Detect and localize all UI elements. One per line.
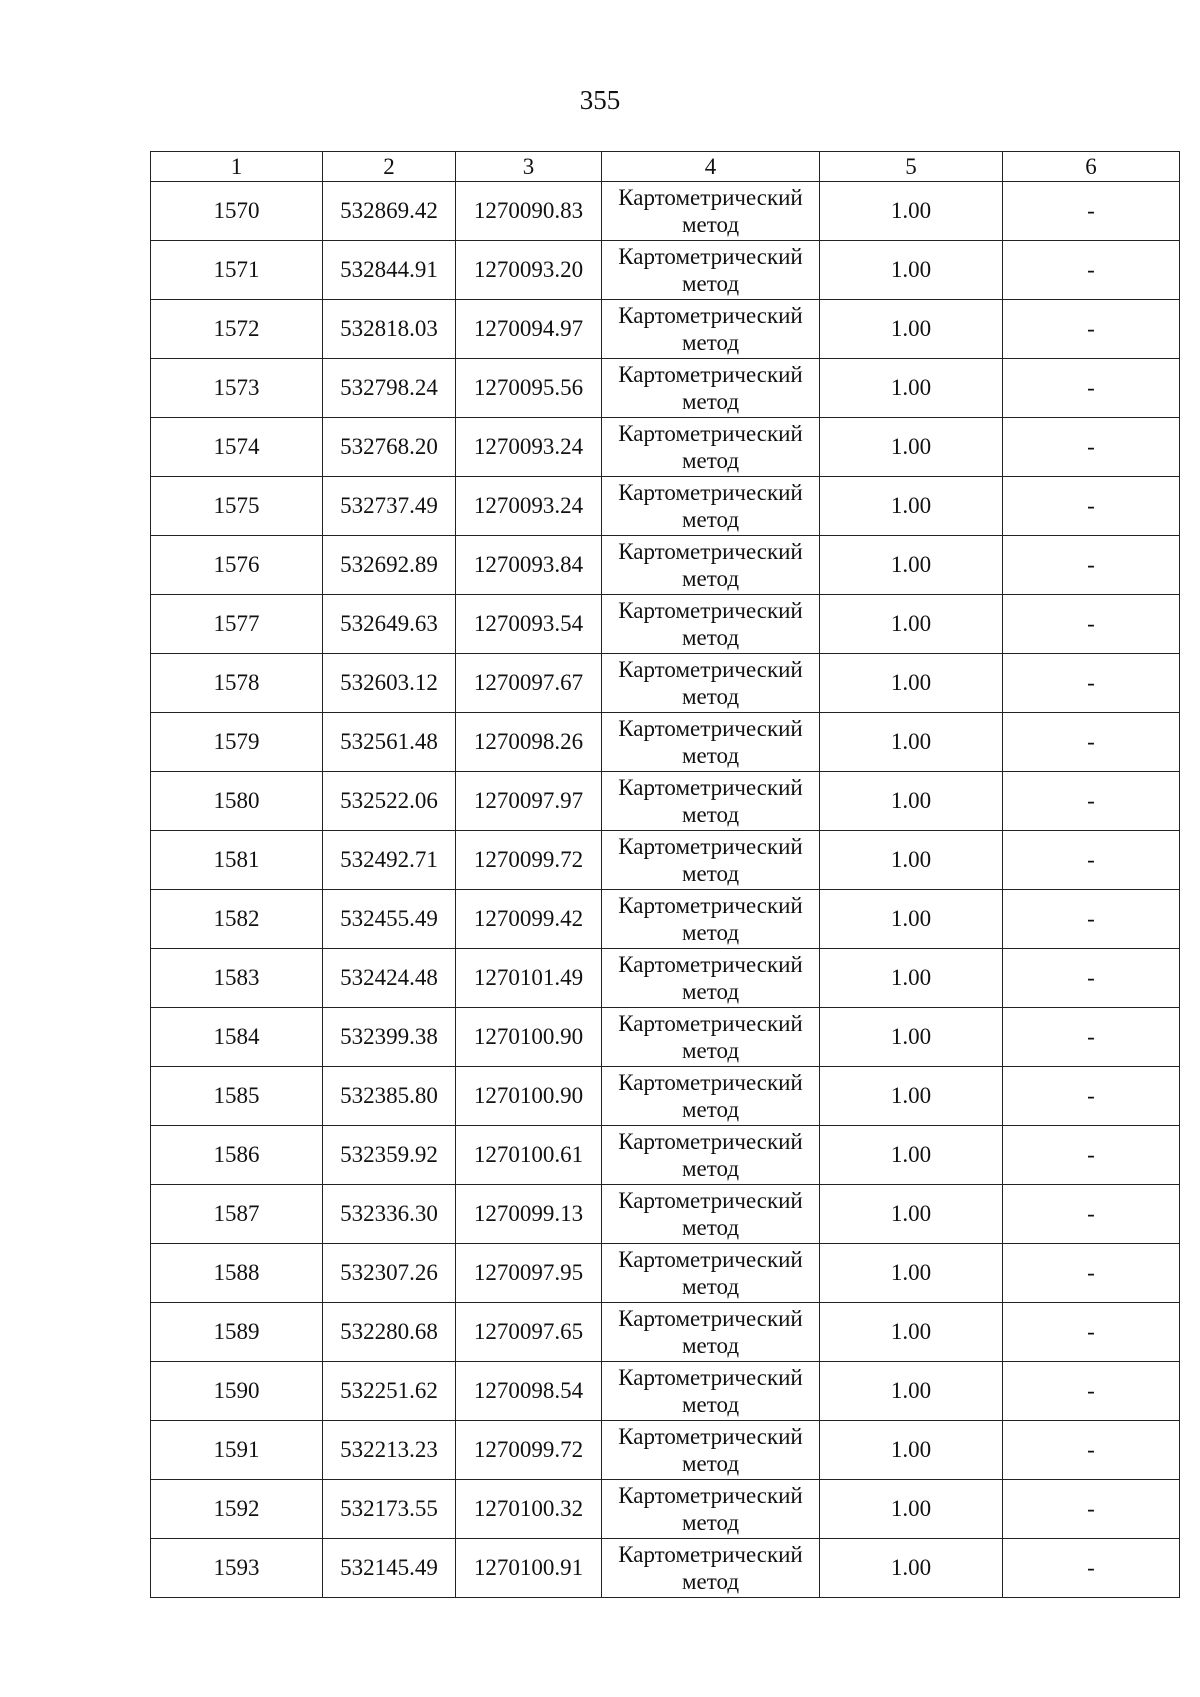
method-line-2: метод: [681, 1392, 740, 1417]
table-row: [151, 949, 1180, 1008]
note-cell: -: [1003, 949, 1180, 1008]
accuracy-cell: 1.00: [820, 1362, 1003, 1421]
x-coordinate-cell: 532307.26: [323, 1244, 456, 1303]
method-cell: [602, 241, 820, 300]
y-coordinate-cell: 1270099.72: [456, 831, 602, 890]
point-number-cell: 1592: [151, 1480, 323, 1539]
table-row: [151, 359, 1180, 418]
y-coordinate-cell: 1270093.84: [456, 536, 602, 595]
accuracy-cell: 1.00: [820, 713, 1003, 772]
note-cell: -: [1003, 831, 1180, 890]
method-line-1: Картометрический: [618, 598, 803, 623]
accuracy-cell: 1.00: [820, 182, 1003, 241]
method-line-2: метод: [681, 1510, 740, 1535]
y-coordinate-cell: 1270097.95: [456, 1244, 602, 1303]
method-line-2: метод: [681, 861, 740, 886]
x-coordinate-cell: 532522.06: [323, 772, 456, 831]
method-line-2: метод: [681, 684, 740, 709]
accuracy-cell: 1.00: [820, 241, 1003, 300]
method-cell: [602, 831, 820, 890]
column-header-2: 2: [323, 152, 456, 182]
method-line-2: метод: [681, 330, 740, 355]
y-coordinate-cell: 1270095.56: [456, 359, 602, 418]
accuracy-cell: 1.00: [820, 300, 1003, 359]
x-coordinate-cell: 532768.20: [323, 418, 456, 477]
method-line-2: метод: [681, 1038, 740, 1063]
method-line-2: метод: [681, 507, 740, 532]
accuracy-cell: 1.00: [820, 890, 1003, 949]
y-coordinate-cell: 1270099.72: [456, 1421, 602, 1480]
method-cell: [602, 300, 820, 359]
method-line-1: Картометрический: [618, 657, 803, 682]
method-cell: [602, 713, 820, 772]
table-row: [151, 300, 1180, 359]
method-line-1: Картометрический: [618, 1188, 803, 1213]
accuracy-cell: 1.00: [820, 772, 1003, 831]
y-coordinate-cell: 1270097.97: [456, 772, 602, 831]
method-cell: [602, 536, 820, 595]
x-coordinate-cell: 532649.63: [323, 595, 456, 654]
point-number-cell: 1576: [151, 536, 323, 595]
note-cell: -: [1003, 477, 1180, 536]
note-cell: -: [1003, 182, 1180, 241]
table-row: [151, 477, 1180, 536]
method-line-1: Картометрический: [618, 1542, 803, 1567]
table-row: [151, 1303, 1180, 1362]
method-cell: [602, 890, 820, 949]
method-cell: [602, 1126, 820, 1185]
y-coordinate-cell: 1270100.90: [456, 1067, 602, 1126]
note-cell: -: [1003, 1539, 1180, 1598]
x-coordinate-cell: 532213.23: [323, 1421, 456, 1480]
accuracy-cell: 1.00: [820, 536, 1003, 595]
note-cell: -: [1003, 595, 1180, 654]
x-coordinate-cell: 532455.49: [323, 890, 456, 949]
x-coordinate-cell: 532336.30: [323, 1185, 456, 1244]
point-number-cell: 1587: [151, 1185, 323, 1244]
method-line-1: Картометрический: [618, 1365, 803, 1390]
note-cell: -: [1003, 890, 1180, 949]
method-cell: [602, 595, 820, 654]
table-row: [151, 1362, 1180, 1421]
point-number-cell: 1583: [151, 949, 323, 1008]
point-number-cell: 1590: [151, 1362, 323, 1421]
method-line-2: метод: [681, 566, 740, 591]
x-coordinate-cell: 532280.68: [323, 1303, 456, 1362]
column-header-5: 5: [820, 152, 1003, 182]
table-row: [151, 595, 1180, 654]
method-line-1: Картометрический: [618, 716, 803, 741]
method-line-2: метод: [681, 979, 740, 1004]
method-line-1: Картометрический: [618, 893, 803, 918]
method-cell: [602, 182, 820, 241]
table-row: [151, 890, 1180, 949]
note-cell: -: [1003, 359, 1180, 418]
accuracy-cell: 1.00: [820, 418, 1003, 477]
point-number-cell: 1591: [151, 1421, 323, 1480]
method-line-1: Картометрический: [618, 539, 803, 564]
point-number-cell: 1570: [151, 182, 323, 241]
table-row: [151, 713, 1180, 772]
note-cell: -: [1003, 1303, 1180, 1362]
point-number-cell: 1580: [151, 772, 323, 831]
x-coordinate-cell: 532844.91: [323, 241, 456, 300]
y-coordinate-cell: 1270101.49: [456, 949, 602, 1008]
x-coordinate-cell: 532798.24: [323, 359, 456, 418]
method-line-2: метод: [681, 271, 740, 296]
coordinates-table: [150, 151, 1180, 1598]
method-cell: [602, 1244, 820, 1303]
x-coordinate-cell: 532818.03: [323, 300, 456, 359]
y-coordinate-cell: 1270093.24: [456, 418, 602, 477]
method-line-1: Картометрический: [618, 1011, 803, 1036]
header-row: [151, 152, 1180, 182]
accuracy-cell: 1.00: [820, 359, 1003, 418]
table-body: [151, 152, 1180, 1598]
accuracy-cell: 1.00: [820, 654, 1003, 713]
method-cell: [602, 1421, 820, 1480]
method-line-2: метод: [681, 1333, 740, 1358]
x-coordinate-cell: 532385.80: [323, 1067, 456, 1126]
method-line-2: метод: [681, 389, 740, 414]
table-row: [151, 772, 1180, 831]
note-cell: -: [1003, 1008, 1180, 1067]
note-cell: -: [1003, 1067, 1180, 1126]
method-cell: [602, 772, 820, 831]
method-cell: [602, 477, 820, 536]
x-coordinate-cell: 532869.42: [323, 182, 456, 241]
table-row: [151, 1480, 1180, 1539]
table-row: [151, 1008, 1180, 1067]
method-cell: [602, 1185, 820, 1244]
point-number-cell: 1581: [151, 831, 323, 890]
method-line-1: Картометрический: [618, 1129, 803, 1154]
table-row: [151, 1244, 1180, 1303]
table-row: [151, 831, 1180, 890]
point-number-cell: 1593: [151, 1539, 323, 1598]
x-coordinate-cell: 532692.89: [323, 536, 456, 595]
method-line-1: Картометрический: [618, 1247, 803, 1272]
table-row: [151, 241, 1180, 300]
method-cell: [602, 654, 820, 713]
note-cell: -: [1003, 536, 1180, 595]
note-cell: -: [1003, 1362, 1180, 1421]
method-cell: [602, 1067, 820, 1126]
method-line-1: Картометрический: [618, 480, 803, 505]
accuracy-cell: 1.00: [820, 595, 1003, 654]
table-row: [151, 418, 1180, 477]
y-coordinate-cell: 1270093.20: [456, 241, 602, 300]
point-number-cell: 1578: [151, 654, 323, 713]
point-number-cell: 1574: [151, 418, 323, 477]
x-coordinate-cell: 532424.48: [323, 949, 456, 1008]
method-line-2: метод: [681, 802, 740, 827]
method-line-2: метод: [681, 1274, 740, 1299]
table-row: [151, 1067, 1180, 1126]
method-cell: [602, 1303, 820, 1362]
note-cell: -: [1003, 1185, 1180, 1244]
y-coordinate-cell: 1270093.24: [456, 477, 602, 536]
point-number-cell: 1584: [151, 1008, 323, 1067]
point-number-cell: 1573: [151, 359, 323, 418]
y-coordinate-cell: 1270100.91: [456, 1539, 602, 1598]
method-cell: [602, 1539, 820, 1598]
x-coordinate-cell: 532145.49: [323, 1539, 456, 1598]
y-coordinate-cell: 1270100.90: [456, 1008, 602, 1067]
y-coordinate-cell: 1270098.54: [456, 1362, 602, 1421]
method-line-1: Картометрический: [618, 362, 803, 387]
note-cell: -: [1003, 654, 1180, 713]
method-line-2: метод: [681, 1451, 740, 1476]
method-cell: [602, 1362, 820, 1421]
method-line-1: Картометрический: [618, 834, 803, 859]
method-line-2: метод: [681, 1156, 740, 1181]
note-cell: -: [1003, 241, 1180, 300]
note-cell: -: [1003, 772, 1180, 831]
table-row: [151, 182, 1180, 241]
accuracy-cell: 1.00: [820, 1244, 1003, 1303]
method-line-1: Картометрический: [618, 1306, 803, 1331]
accuracy-cell: 1.00: [820, 1008, 1003, 1067]
method-line-1: Картометрический: [618, 244, 803, 269]
point-number-cell: 1577: [151, 595, 323, 654]
column-header-3: 3: [456, 152, 602, 182]
x-coordinate-cell: 532561.48: [323, 713, 456, 772]
method-line-2: метод: [681, 1215, 740, 1240]
note-cell: -: [1003, 1480, 1180, 1539]
note-cell: -: [1003, 1126, 1180, 1185]
point-number-cell: 1571: [151, 241, 323, 300]
method-line-1: Картометрический: [618, 1483, 803, 1508]
table-row: [151, 654, 1180, 713]
x-coordinate-cell: 532251.62: [323, 1362, 456, 1421]
y-coordinate-cell: 1270100.61: [456, 1126, 602, 1185]
method-line-2: метод: [681, 1569, 740, 1594]
x-coordinate-cell: 532603.12: [323, 654, 456, 713]
point-number-cell: 1579: [151, 713, 323, 772]
note-cell: -: [1003, 1244, 1180, 1303]
y-coordinate-cell: 1270094.97: [456, 300, 602, 359]
accuracy-cell: 1.00: [820, 1067, 1003, 1126]
x-coordinate-cell: 532359.92: [323, 1126, 456, 1185]
x-coordinate-cell: 532399.38: [323, 1008, 456, 1067]
accuracy-cell: 1.00: [820, 1126, 1003, 1185]
column-header-4: 4: [602, 152, 820, 182]
method-line-1: Картометрический: [618, 775, 803, 800]
method-line-2: метод: [681, 448, 740, 473]
method-cell: [602, 418, 820, 477]
table-row: [151, 1539, 1180, 1598]
method-line-2: метод: [681, 625, 740, 650]
method-line-1: Картометрический: [618, 1070, 803, 1095]
y-coordinate-cell: 1270093.54: [456, 595, 602, 654]
y-coordinate-cell: 1270097.65: [456, 1303, 602, 1362]
method-line-1: Картометрический: [618, 185, 803, 210]
point-number-cell: 1586: [151, 1126, 323, 1185]
method-line-2: метод: [681, 1097, 740, 1122]
point-number-cell: 1575: [151, 477, 323, 536]
method-line-1: Картометрический: [618, 303, 803, 328]
y-coordinate-cell: 1270090.83: [456, 182, 602, 241]
note-cell: -: [1003, 713, 1180, 772]
method-cell: [602, 359, 820, 418]
method-cell: [602, 949, 820, 1008]
accuracy-cell: 1.00: [820, 1303, 1003, 1362]
accuracy-cell: 1.00: [820, 1539, 1003, 1598]
x-coordinate-cell: 532737.49: [323, 477, 456, 536]
accuracy-cell: 1.00: [820, 831, 1003, 890]
accuracy-cell: 1.00: [820, 1480, 1003, 1539]
point-number-cell: 1582: [151, 890, 323, 949]
table-row: [151, 536, 1180, 595]
table-row: [151, 1185, 1180, 1244]
accuracy-cell: 1.00: [820, 477, 1003, 536]
column-header-1: 1: [151, 152, 323, 182]
note-cell: -: [1003, 1421, 1180, 1480]
method-cell: [602, 1008, 820, 1067]
y-coordinate-cell: 1270097.67: [456, 654, 602, 713]
table-row: [151, 1421, 1180, 1480]
method-line-1: Картометрический: [618, 421, 803, 446]
y-coordinate-cell: 1270100.32: [456, 1480, 602, 1539]
point-number-cell: 1585: [151, 1067, 323, 1126]
x-coordinate-cell: 532492.71: [323, 831, 456, 890]
method-line-2: метод: [681, 743, 740, 768]
method-line-2: метод: [681, 212, 740, 237]
y-coordinate-cell: 1270099.42: [456, 890, 602, 949]
point-number-cell: 1589: [151, 1303, 323, 1362]
page-number: 355: [579, 85, 621, 115]
method-line-2: метод: [681, 920, 740, 945]
column-header-6: 6: [1003, 152, 1180, 182]
accuracy-cell: 1.00: [820, 1185, 1003, 1244]
method-line-1: Картометрический: [618, 1424, 803, 1449]
x-coordinate-cell: 532173.55: [323, 1480, 456, 1539]
table-row: [151, 1126, 1180, 1185]
y-coordinate-cell: 1270099.13: [456, 1185, 602, 1244]
method-line-1: Картометрический: [618, 952, 803, 977]
note-cell: -: [1003, 418, 1180, 477]
point-number-cell: 1588: [151, 1244, 323, 1303]
accuracy-cell: 1.00: [820, 1421, 1003, 1480]
accuracy-cell: 1.00: [820, 949, 1003, 1008]
method-cell: [602, 1480, 820, 1539]
note-cell: -: [1003, 300, 1180, 359]
point-number-cell: 1572: [151, 300, 323, 359]
y-coordinate-cell: 1270098.26: [456, 713, 602, 772]
